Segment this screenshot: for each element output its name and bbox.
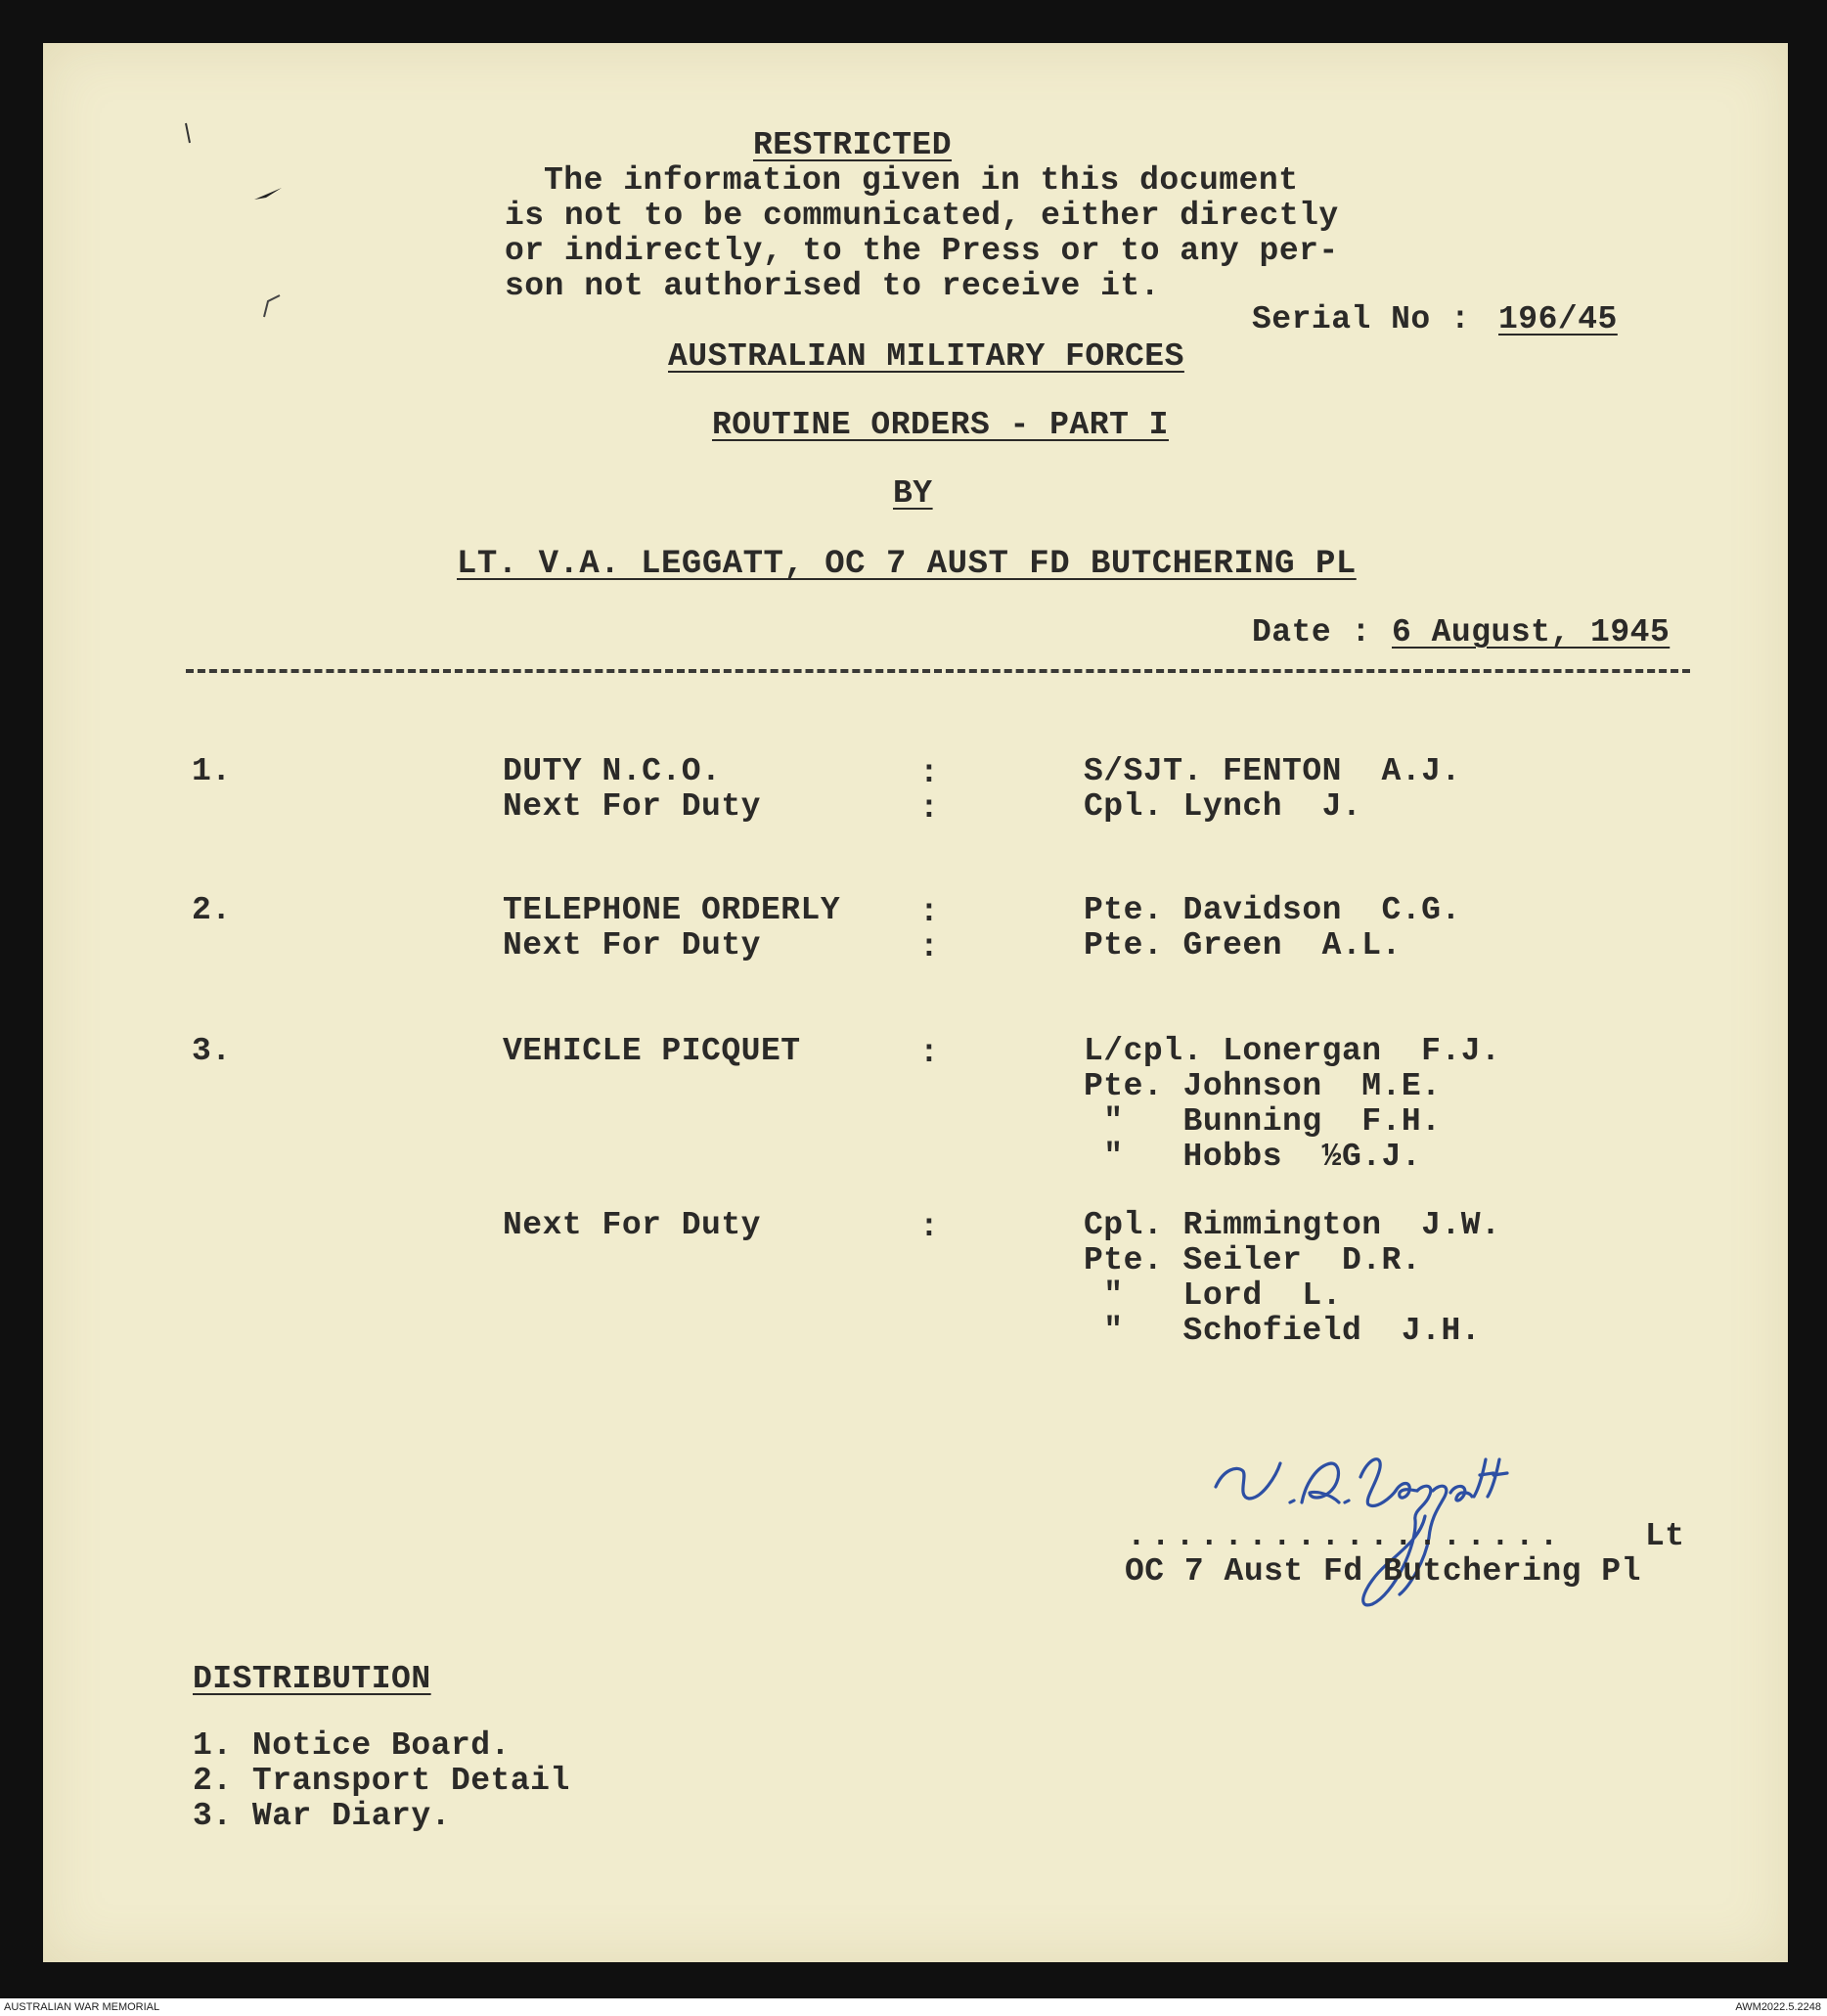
signature-dotted-line: ..................	[1127, 1518, 1564, 1554]
picquet-name: " Hobbs ½G.J.	[1084, 1139, 1422, 1175]
separator-colon: :	[919, 1209, 940, 1245]
duty-name: S/SJT. FENTON A.J.	[1084, 753, 1461, 789]
duty-label: DUTY N.C.O.	[503, 753, 722, 789]
duty-label: VEHICLE PICQUET	[503, 1033, 801, 1069]
next-duty-label: Next For Duty	[503, 788, 761, 825]
picquet-name: Pte. Johnson M.E.	[1084, 1068, 1442, 1104]
margin-mark	[252, 184, 286, 205]
margin-mark	[182, 121, 194, 147]
separator-colon: :	[919, 894, 940, 930]
dashed-separator	[186, 669, 1690, 673]
item-number: 2.	[192, 892, 232, 928]
distribution-heading: DISTRIBUTION	[193, 1661, 431, 1697]
serial-number: 196/45	[1498, 301, 1618, 337]
distribution-item: 2. Transport Detail	[193, 1763, 570, 1799]
distribution-item: 3. War Diary.	[193, 1798, 451, 1834]
margin-mark	[260, 291, 284, 321]
separator-colon: :	[919, 755, 940, 791]
picquet-name: L/cpl. Lonergan F.J.	[1084, 1033, 1501, 1069]
item-number: 3.	[192, 1033, 232, 1069]
signatory-rank: Lt	[1645, 1518, 1685, 1554]
separator-colon: :	[919, 1035, 940, 1071]
next-duty-name: Pte. Seiler D.R.	[1084, 1242, 1422, 1278]
next-duty-label: Next For Duty	[503, 1207, 761, 1243]
date-label: Date :	[1252, 614, 1392, 650]
notice-line-3: or indirectly, to the Press or to any per-	[505, 233, 1339, 269]
by-heading: BY	[893, 475, 933, 512]
serial-label: Serial No :	[1252, 301, 1491, 337]
item-number: 1.	[192, 753, 232, 789]
distribution-item: 1. Notice Board.	[193, 1727, 511, 1764]
picquet-name: " Bunning F.H.	[1084, 1103, 1442, 1140]
classification-heading: RESTRICTED	[753, 127, 953, 163]
separator-colon: :	[919, 929, 940, 965]
issuer-heading: LT. V.A. LEGGATT, OC 7 AUST FD BUTCHERING PL	[457, 546, 1357, 583]
next-duty-name: " Schofield J.H.	[1084, 1313, 1482, 1349]
duty-name: Pte. Davidson C.G.	[1084, 892, 1461, 928]
signatory-title: OC 7 Aust Fd Butchering Pl	[1125, 1553, 1641, 1590]
date-value: 6 August, 1945	[1392, 614, 1671, 650]
archive-credit: AUSTRALIAN WAR MEMORIAL	[4, 2001, 160, 2013]
notice-line-2: is not to be communicated, either directly	[505, 198, 1339, 234]
notice-line-1: The information given in this document	[544, 162, 1299, 199]
separator-colon: :	[919, 790, 940, 827]
next-duty-label: Next For Duty	[503, 927, 761, 963]
archive-reference: AWM2022.5.2248	[1735, 2001, 1821, 2013]
orders-title: ROUTINE ORDERS - PART I	[712, 407, 1169, 443]
next-duty-name: Cpl. Rimmington J.W.	[1084, 1207, 1501, 1243]
next-duty-name: Pte. Green A.L.	[1084, 927, 1402, 963]
next-duty-name: Cpl. Lynch J.	[1084, 788, 1362, 825]
archive-footer	[0, 1998, 1827, 2016]
organization-heading: AUSTRALIAN MILITARY FORCES	[668, 338, 1184, 375]
duty-label: TELEPHONE ORDERLY	[503, 892, 841, 928]
next-duty-name: " Lord L.	[1084, 1277, 1342, 1314]
notice-line-4: son not authorised to receive it.	[505, 268, 1161, 304]
